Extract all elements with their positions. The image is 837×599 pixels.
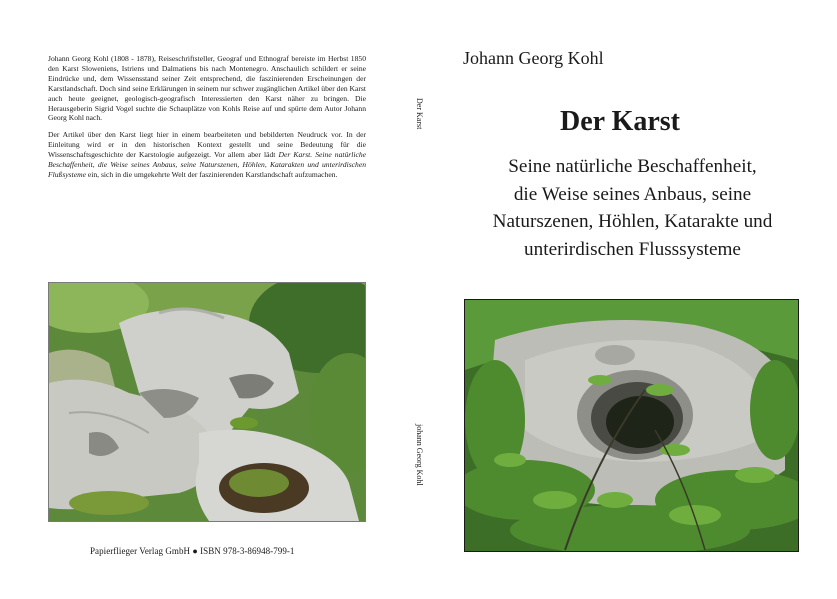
blurb-paragraph-2 (48, 130, 366, 180)
subtitle-line: Naturszenen, Höhlen, Katarakte und (492, 211, 773, 232)
karst-cave-illustration (465, 300, 798, 551)
front-cover-author: Johann Georg Kohl (463, 48, 604, 68)
publisher-isbn-line: Papierflieger Verlag GmbH ● ISBN 978-3-86948-799-1 (90, 546, 295, 556)
spine-title: Der Karst (415, 98, 424, 130)
blurb-paragraph-1: Johann Georg Kohl (1808 - 1878), Reiseschriftsteller, Geograf und Ethnograf bereiste im Herbst 1850 den Karst Sloweniens, Istriens und Dalmatiens bis nach Montenegro. Anschaulich schildert er seine Eindrücke und, dem Wissensstand seiner Zeit entsprechend, die faszinierenden Erscheinungen der Karstlandschaft. Doch sind seine Erklärungen in seinem nur schwer zugänglichen Artikel über den Karst auch heute geeignet, geologisch-geografisch Interessierten den Karst näher zu bringen. Die Herausgeberin Sigrid Vogel suchte die Schauplätze von Kohls Reise auf und spürte dem Autor Johann Georg Kohl nach. (48, 54, 366, 123)
front-cover-photo-karst-cave (464, 299, 799, 552)
subtitle-line: die Weise seines Anbaus, seine (513, 183, 752, 205)
blurb-book-title: Der Karst. Seine natürliche Beschaffenheit, die Weise seines Anbaus, seine Naturszenen, Höhlen, Katarakten und unterirdischen Flußsysteme (48, 150, 366, 179)
back-cover-blurb (48, 54, 366, 187)
spine-author: johann Georg Kohl (415, 424, 424, 486)
front-cover-title: Der Karst (560, 106, 680, 137)
blurb-paragraph-2-end: ein, sich in die umgekehrte Welt der faszinierenden Karstlandschaft aufzumachen. (87, 169, 338, 179)
back-cover-photo-limestone-rocks (48, 282, 366, 522)
subtitle-line: Seine natürliche Beschaffenheit, (508, 156, 757, 177)
limestone-rock-illustration (49, 283, 365, 521)
blurb-paragraph-2-start: Der Artikel über den Karst liegt hier in einem bearbeiteten und bebilderten Neudruck vor. In der Einleitung wird er in den historischen Kontext gestellt und seine Bedeutung für die Wissenschaftsgeschichte der Karstologie aufgezeigt. Vor allem aber lädt (48, 130, 366, 160)
subtitle-line: unterirdischen Flusssysteme (524, 238, 741, 260)
front-cover-subtitle (470, 153, 795, 263)
